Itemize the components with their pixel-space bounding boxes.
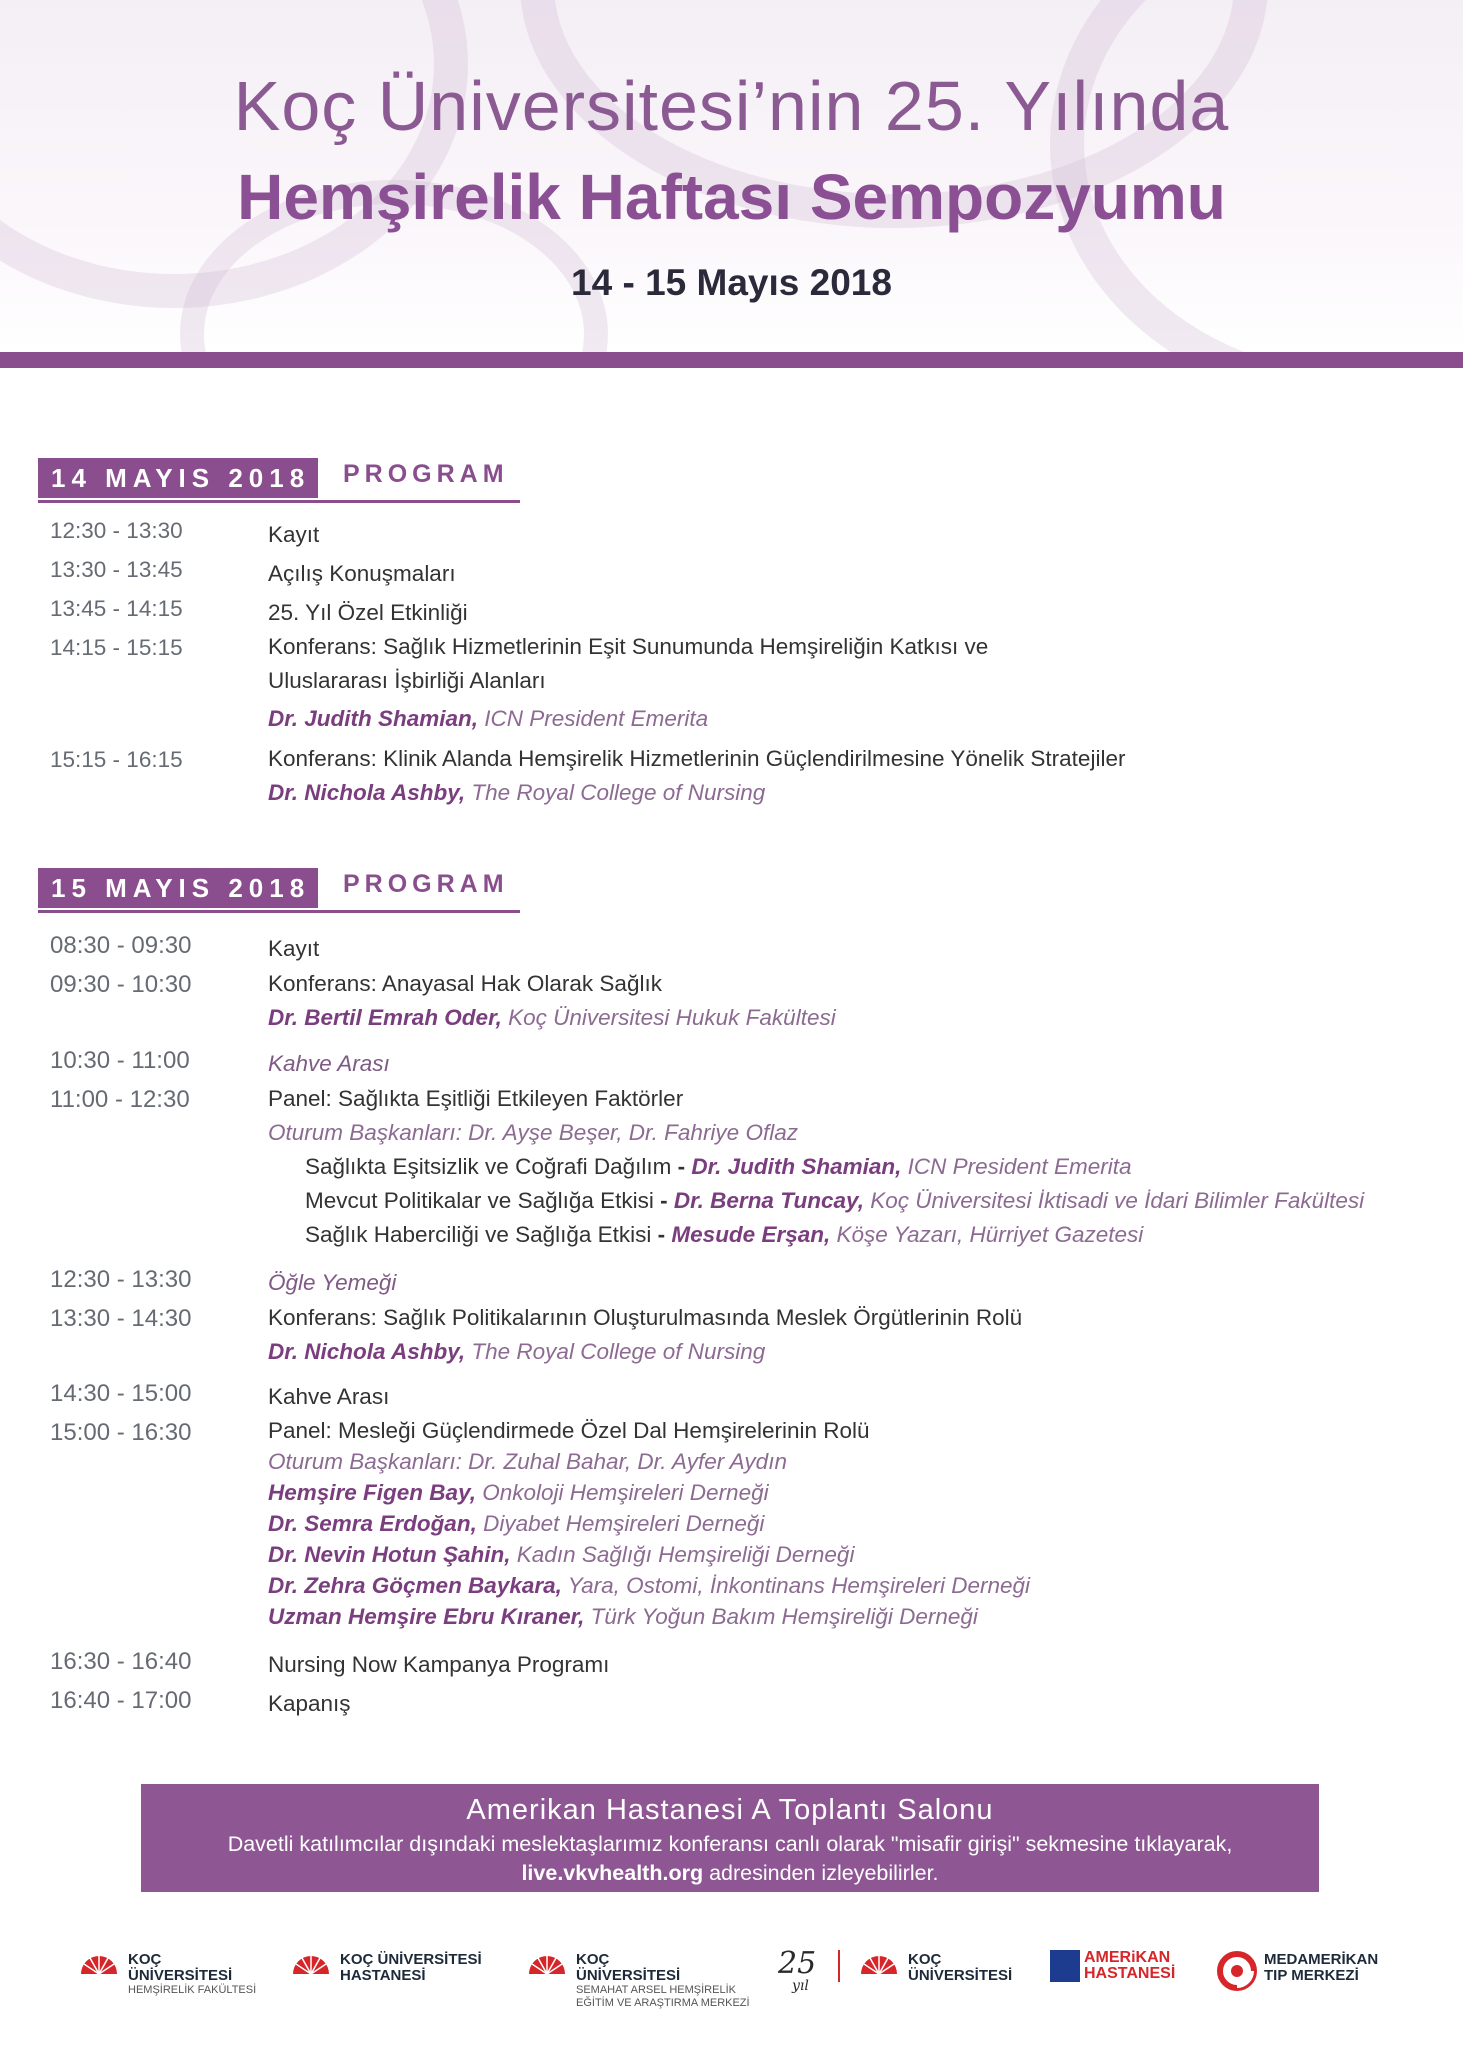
day2-date-tag: 15 MAYIS 2018 bbox=[38, 868, 318, 908]
session-details bbox=[268, 1082, 1428, 1252]
logo-divider bbox=[838, 1950, 840, 1982]
logo-subtext: SEMAHAT ARSEL HEMŞİRELİK bbox=[576, 1984, 736, 1996]
time-slot: 09:30 - 10:30 bbox=[50, 971, 192, 998]
logo-25-subtext: yıl bbox=[792, 1978, 809, 1994]
panelist bbox=[268, 1570, 1428, 1601]
logo-text: KOÇ bbox=[908, 1951, 942, 1968]
speaker-line bbox=[268, 1335, 1428, 1369]
time-slot: 10:30 - 11:00 bbox=[50, 1047, 190, 1074]
time-slot: 12:30 - 13:30 bbox=[50, 518, 183, 543]
session-title: Nursing Now Kampanya Programı bbox=[268, 1652, 610, 1677]
speaker-affiliation: Onkoloji Hemşireleri Derneği bbox=[476, 1480, 769, 1505]
speaker-name: Dr. Judith Shamian, bbox=[691, 1154, 902, 1179]
session-details bbox=[268, 1415, 1428, 1632]
speaker-name: Hemşire Figen Bay, bbox=[268, 1480, 476, 1505]
medamerikan-swirl-icon bbox=[1216, 1950, 1258, 1992]
venue-note: Davetli katılımcılar dışındaki meslektaşlarımız konferansı canlı olarak "misafir girişi" sekmesine tıklayarak, bbox=[227, 1832, 1233, 1856]
time-slot: 16:40 - 17:00 bbox=[50, 1687, 192, 1714]
logo-25-yil bbox=[778, 1946, 838, 2006]
dash-separator: - bbox=[651, 1222, 672, 1247]
speaker-affiliation: Diyabet Hemşireleri Derneği bbox=[476, 1511, 765, 1536]
venue-title: Amerikan Hastanesi A Toplantı Salonu bbox=[466, 1794, 994, 1826]
header-banner bbox=[0, 0, 1463, 352]
page-title: Hemşirelik Haftası Sempozyumu bbox=[237, 161, 1226, 233]
venue-note-tail: adresinden izleyebilirler. bbox=[703, 1861, 939, 1885]
event-dates: 14 - 15 Mayıs 2018 bbox=[571, 262, 892, 303]
time-slot: 11:00 - 12:30 bbox=[50, 1086, 190, 1113]
logo-text: MEDAMERİKAN bbox=[1264, 1951, 1379, 1968]
time-slot: 15:00 - 16:30 bbox=[50, 1419, 192, 1446]
panel-talk bbox=[268, 1218, 1428, 1252]
day2-program-label: PROGRAM bbox=[343, 870, 509, 898]
speaker-affiliation: ICN President Emerita bbox=[478, 706, 709, 731]
speaker-name: Mesude Erşan, bbox=[671, 1222, 831, 1247]
venue-note-cont bbox=[141, 1861, 1319, 1886]
talk-title: Mevcut Politikalar ve Sağlığa Etkisi bbox=[305, 1188, 654, 1213]
logo-koc-hastanesi bbox=[290, 1946, 510, 2006]
day1-program-label: PROGRAM bbox=[343, 460, 509, 488]
speaker-affiliation: Kadın Sağlığı Hemşireliği Derneği bbox=[510, 1542, 855, 1567]
speaker-line bbox=[268, 1001, 1428, 1035]
stream-link[interactable]: live.vkvhealth.org bbox=[521, 1861, 704, 1885]
session-title: Panel: Mesleği Güçlendirmede Özel Dal Hemşirelerinin Rolü bbox=[268, 1418, 870, 1443]
logo-koc-universitesi bbox=[858, 1946, 1028, 2006]
speaker-name: Dr. Berna Tuncay, bbox=[673, 1188, 864, 1213]
time-slot: 15:15 - 16:15 bbox=[50, 747, 183, 772]
session-chairs: Oturum Başkanları: Dr. Zuhal Bahar, Dr. Ayfer Aydın bbox=[268, 1449, 787, 1474]
panelist bbox=[268, 1601, 1428, 1632]
amerikan-flag-icon bbox=[1050, 1950, 1080, 1982]
speaker-affiliation: The Royal College of Nursing bbox=[465, 780, 766, 805]
header-subtitle: Koç Üniversitesi’nin 25. Yılında bbox=[233, 67, 1230, 145]
logo-hemsirelik-fakultesi bbox=[78, 1946, 288, 2006]
koc-sun-icon bbox=[858, 1950, 900, 1992]
speaker-name: Uzman Hemşire Ebru Kıraner, bbox=[268, 1604, 585, 1629]
venue-info-box bbox=[141, 1784, 1319, 1892]
logo-text: ÜNİVERSİTESİ bbox=[908, 1967, 1013, 1984]
session-details bbox=[268, 967, 1428, 1035]
session-title: Konferans: Klinik Alanda Hemşirelik Hizmetlerinin Güçlendirilmesine Yönelik Stratejiler bbox=[268, 746, 1126, 771]
session-title: Konferans: Sağlık Politikalarının Oluşturulmasında Meslek Örgütlerinin Rolü bbox=[268, 1305, 1023, 1330]
speaker-affiliation: Köşe Yazarı, Hürriyet Gazetesi bbox=[830, 1222, 1144, 1247]
logo-text: ÜNİVERSİTESİ bbox=[128, 1967, 233, 1984]
session-title: Kahve Arası bbox=[268, 1051, 390, 1076]
session-title: Panel: Sağlıkta Eşitliği Etkileyen Faktörler bbox=[268, 1086, 684, 1111]
dash-separator: - bbox=[653, 1188, 674, 1213]
session-chairs: Oturum Başkanları: Dr. Ayşe Beşer, Dr. Fahriye Oflaz bbox=[268, 1120, 798, 1145]
logo-text: HASTANESİ bbox=[340, 1967, 426, 1984]
speaker-affiliation: ICN President Emerita bbox=[901, 1154, 1132, 1179]
session-title: Açılış Konuşmaları bbox=[268, 561, 456, 586]
speaker-affiliation: Yara, Ostomi, İnkontinans Hemşireleri Derneği bbox=[561, 1573, 1030, 1598]
session-details bbox=[268, 742, 1428, 810]
logo-text: AMERiKAN bbox=[1084, 1949, 1171, 1966]
day1-date-tag: 14 MAYIS 2018 bbox=[38, 458, 318, 498]
session-title-cont: Uluslararası İşbirliği Alanları bbox=[268, 668, 546, 693]
logo-subtext: HEMŞİRELİK FAKÜLTESİ bbox=[128, 1984, 257, 1996]
logo-subtext: EĞİTİM VE ARAŞTIRMA MERKEZİ bbox=[576, 1997, 750, 2009]
time-slot: 14:15 - 15:15 bbox=[50, 635, 183, 660]
session-title: Kayıt bbox=[268, 522, 320, 547]
time-slot: 16:30 - 16:40 bbox=[50, 1648, 192, 1675]
speaker-name: Dr. Nichola Ashby, bbox=[268, 1339, 466, 1364]
panelist bbox=[268, 1539, 1428, 1570]
koc-sun-icon bbox=[290, 1950, 332, 1992]
speaker-affiliation: The Royal College of Nursing bbox=[465, 1339, 766, 1364]
logo-text: ÜNİVERSİTESİ bbox=[576, 1967, 681, 1984]
logo-semahat-arsel bbox=[526, 1946, 766, 2009]
panel-talk bbox=[268, 1184, 1428, 1218]
day1-underline bbox=[38, 500, 520, 503]
session-title: Konferans: Sağlık Hizmetlerinin Eşit Sunumunda Hemşireliğin Katkısı ve bbox=[268, 634, 989, 659]
logo-text: TIP MERKEZİ bbox=[1264, 1967, 1359, 1984]
panelist bbox=[268, 1508, 1428, 1539]
speaker-name: Dr. Nichola Ashby, bbox=[268, 780, 466, 805]
speaker-affiliation: Türk Yoğun Bakım Hemşireliği Derneği bbox=[584, 1604, 978, 1629]
header-divider bbox=[0, 352, 1463, 368]
koc-sun-icon bbox=[78, 1950, 120, 1992]
session-title: Kahve Arası bbox=[268, 1384, 390, 1409]
logo-text: KOÇ ÜNİVERSİTESİ bbox=[340, 1951, 482, 1968]
logo-25-number: 25 bbox=[778, 1946, 817, 1981]
speaker-name: Dr. Semra Erdoğan, bbox=[268, 1511, 477, 1536]
logo-medamerikan bbox=[1216, 1946, 1396, 2006]
speaker-name: Dr. Judith Shamian, bbox=[268, 706, 479, 731]
session-details bbox=[268, 1301, 1428, 1369]
talk-title: Sağlıkta Eşitsizlik ve Coğrafi Dağılım bbox=[305, 1154, 672, 1179]
logo-text: HASTANESİ bbox=[1084, 1965, 1176, 1982]
time-slot: 12:30 - 13:30 bbox=[50, 1266, 192, 1293]
session-details bbox=[268, 630, 1428, 736]
speaker-name: Dr. Nevin Hotun Şahin, bbox=[268, 1542, 511, 1567]
speaker-affiliation: Koç Üniversitesi İktisadi ve İdari Bilimler Fakültesi bbox=[863, 1188, 1365, 1213]
time-slot: 13:30 - 13:45 bbox=[50, 557, 183, 582]
time-slot: 13:45 - 14:15 bbox=[50, 596, 183, 621]
koc-sun-icon bbox=[526, 1950, 568, 1992]
speaker-affiliation: Koç Üniversitesi Hukuk Fakültesi bbox=[501, 1005, 836, 1030]
logo-text: KOÇ bbox=[576, 1951, 610, 1968]
logo-text: KOÇ bbox=[128, 1951, 162, 1968]
time-slot: 13:30 - 14:30 bbox=[50, 1305, 192, 1332]
session-title: Kayıt bbox=[268, 936, 320, 961]
dash-separator: - bbox=[671, 1154, 692, 1179]
speaker-name: Dr. Bertil Emrah Oder, bbox=[268, 1005, 502, 1030]
speaker-line bbox=[268, 702, 1428, 736]
session-title: Konferans: Anayasal Hak Olarak Sağlık bbox=[268, 971, 662, 996]
session-title: Öğle Yemeği bbox=[268, 1270, 397, 1295]
session-title: 25. Yıl Özel Etkinliği bbox=[268, 600, 468, 625]
logo-amerikan-hastanesi bbox=[1050, 1946, 1200, 2006]
talk-title: Sağlık Haberciliği ve Sağlığa Etkisi bbox=[305, 1222, 652, 1247]
time-slot: 08:30 - 09:30 bbox=[50, 932, 192, 959]
speaker-line bbox=[268, 776, 1428, 810]
time-slot: 14:30 - 15:00 bbox=[50, 1380, 192, 1407]
day2-underline bbox=[38, 910, 520, 913]
speaker-name: Dr. Zehra Göçmen Baykara, bbox=[268, 1573, 562, 1598]
panelist bbox=[268, 1477, 1428, 1508]
session-title: Kapanış bbox=[268, 1691, 351, 1716]
panel-talk bbox=[268, 1150, 1428, 1184]
